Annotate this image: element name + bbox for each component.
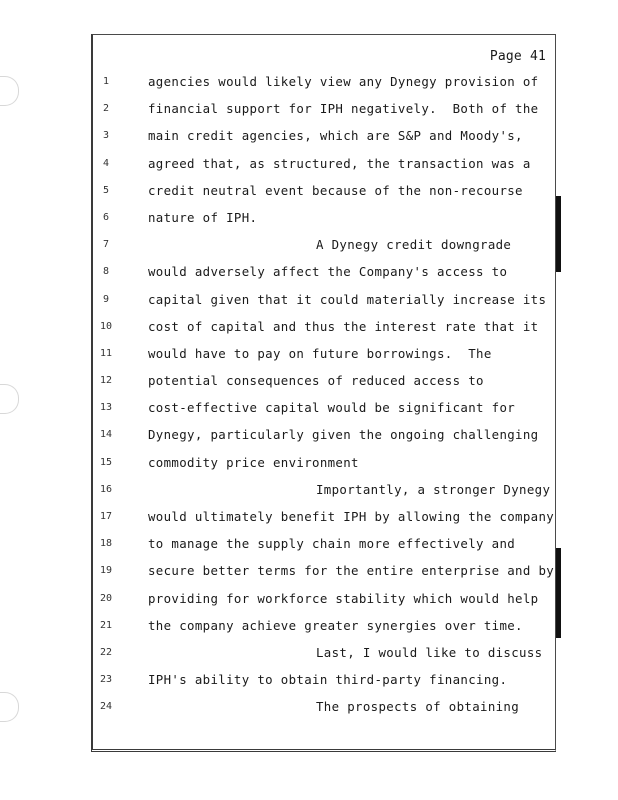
transcript-line — [0, 530, 618, 557]
line-text: credit neutral event because of the non-recourse — [148, 182, 523, 198]
line-number: 21 — [99, 619, 113, 631]
line-number: 3 — [102, 130, 110, 142]
line-number: 11 — [99, 347, 113, 359]
line-number: 20 — [99, 592, 113, 604]
transcript-line — [0, 95, 618, 122]
line-text: agreed that, as structured, the transaction was a — [148, 155, 531, 171]
line-number: 23 — [99, 674, 113, 686]
line-number: 16 — [99, 483, 113, 495]
line-number: 13 — [99, 402, 113, 414]
line-text: the company achieve greater synergies over time. — [148, 617, 523, 633]
line-text: agencies would likely view any Dynegy provision of — [148, 74, 539, 89]
line-number: 18 — [99, 538, 113, 550]
transcript-line — [0, 693, 618, 720]
line-text: cost-effective capital would be significant for — [148, 400, 516, 416]
transcript-line — [0, 639, 618, 666]
line-text: financial support for IPH negatively. Both of the — [148, 101, 539, 117]
line-text: providing for workforce stability which would help — [148, 590, 539, 606]
line-number: 17 — [99, 511, 113, 522]
line-text: A Dynegy credit downgrade — [316, 237, 512, 253]
transcript-line — [0, 666, 618, 693]
line-text: The prospects of obtaining — [316, 699, 520, 715]
transcript-line — [0, 476, 618, 503]
line-number: 7 — [102, 239, 110, 251]
line-text: main credit agencies, which are S&P and Moody's, — [148, 128, 523, 144]
transcript-line — [0, 449, 618, 476]
line-text: secure better terms for the entire enterprise and by — [148, 563, 555, 579]
transcript-line — [0, 367, 618, 394]
transcript-line — [0, 340, 618, 367]
line-text: potential consequences of reduced access to — [148, 373, 484, 389]
line-number: 22 — [99, 646, 113, 658]
line-number: 5 — [102, 184, 110, 196]
line-number: 14 — [99, 429, 113, 441]
line-text: to manage the supply chain more effectively and — [148, 536, 516, 552]
transcript-line — [0, 394, 618, 421]
line-number: 4 — [102, 157, 110, 169]
line-number: 1 — [102, 76, 110, 87]
line-text: cost of capital and thus the interest rate that it — [148, 318, 539, 334]
line-text: would adversely affect the Company's access to — [148, 264, 508, 280]
transcript-line — [0, 150, 618, 177]
line-number: 8 — [102, 266, 110, 278]
line-number: 12 — [99, 375, 113, 387]
transcript-line — [0, 231, 618, 258]
transcript-line — [0, 204, 618, 231]
line-text: IPH's ability to obtain third-party financing. — [148, 672, 508, 688]
transcript-body — [0, 68, 618, 721]
line-number: 10 — [99, 320, 113, 332]
transcript-line — [0, 122, 618, 149]
line-text: capital given that it could materially increase its — [148, 291, 547, 307]
line-text: Importantly, a stronger Dynegy — [316, 481, 551, 497]
line-text: Dynegy, particularly given the ongoing challenging — [148, 427, 539, 443]
transcript-line — [0, 286, 618, 313]
line-number: 19 — [99, 565, 113, 577]
transcript-line — [0, 313, 618, 340]
transcript-line — [0, 258, 618, 285]
line-text: would have to pay on future borrowings. The — [148, 345, 492, 361]
line-text: Last, I would like to discuss — [316, 644, 543, 660]
transcript-line — [0, 68, 618, 95]
line-text: nature of IPH. — [148, 209, 258, 225]
line-number: 9 — [102, 293, 110, 305]
line-text: would ultimately benefit IPH by allowing the company — [148, 509, 555, 524]
transcript-line — [0, 585, 618, 612]
transcript-line — [0, 503, 618, 530]
line-number: 6 — [102, 211, 110, 223]
transcript-line — [0, 177, 618, 204]
page-number: Page 41 — [489, 49, 546, 64]
line-text: commodity price environment — [148, 454, 359, 470]
transcript-line — [0, 421, 618, 448]
transcript-line — [0, 557, 618, 584]
line-number: 15 — [99, 456, 113, 468]
line-number: 24 — [99, 701, 113, 713]
transcript-line — [0, 612, 618, 639]
line-number: 2 — [102, 103, 110, 115]
